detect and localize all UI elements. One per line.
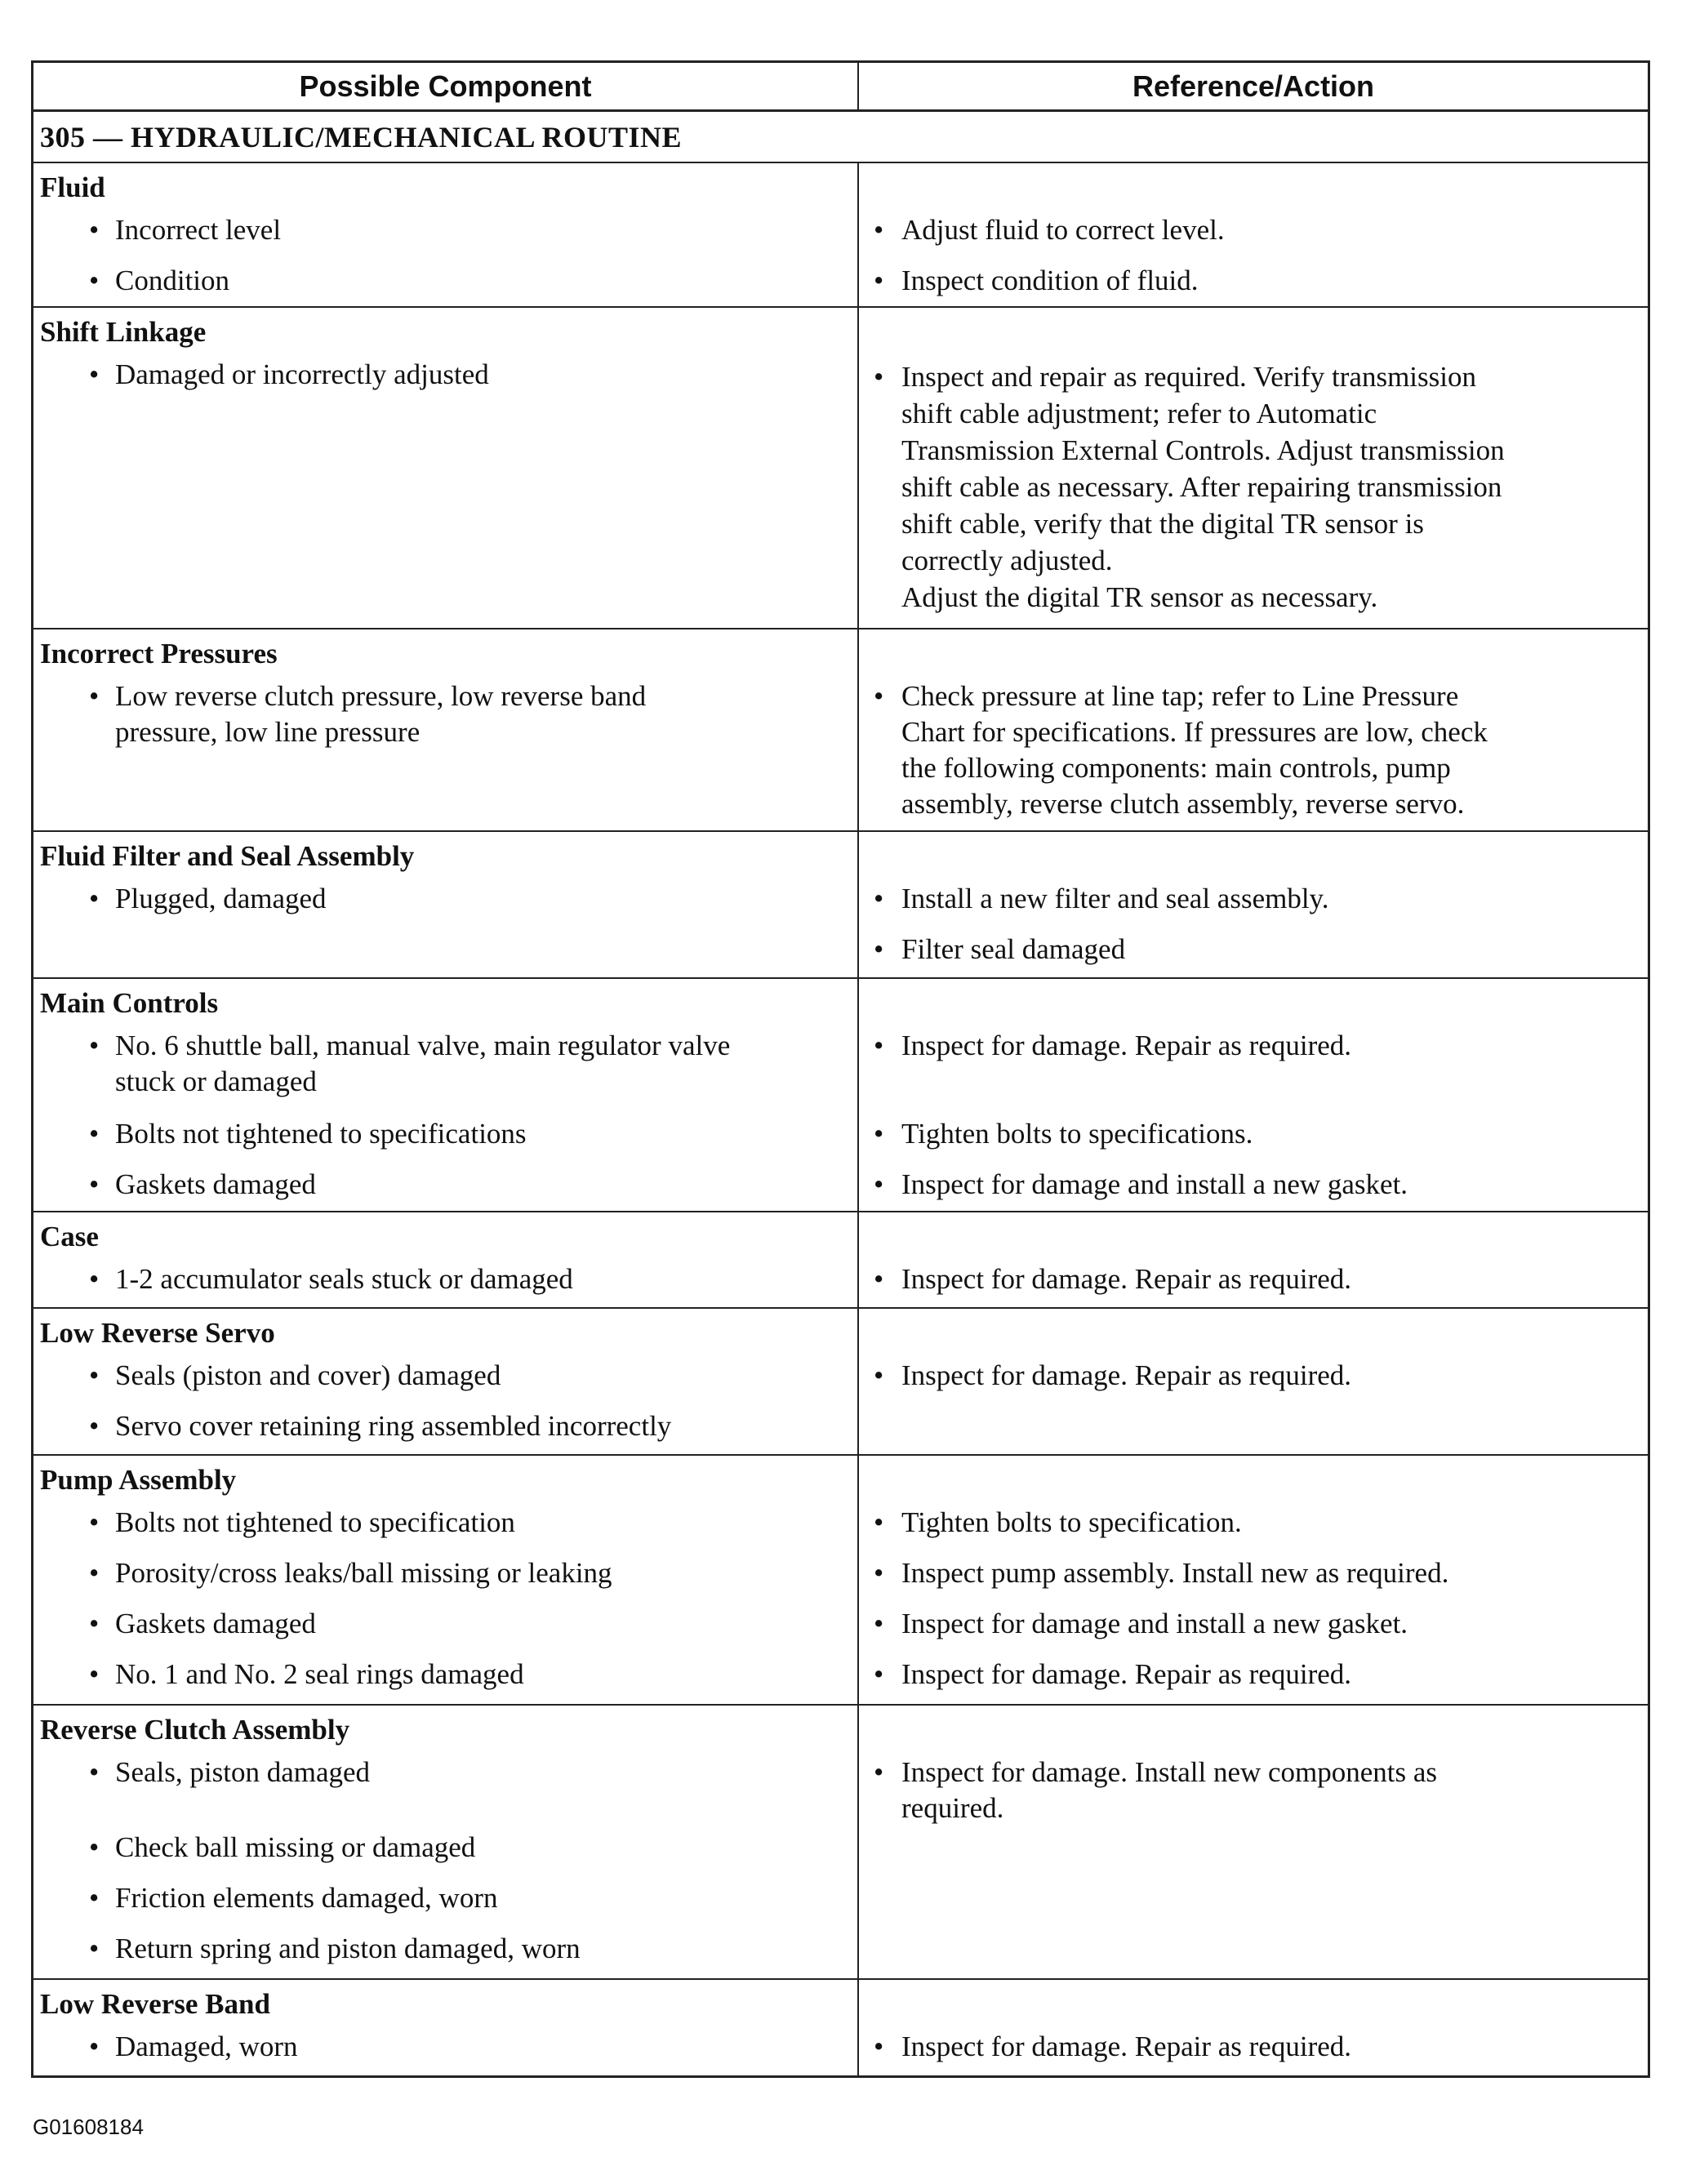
- header-possible-component: Possible Component: [33, 63, 859, 109]
- bullet-icon: •: [874, 1263, 884, 1295]
- action-item: Inspect for damage. Repair as required.: [901, 1030, 1352, 1061]
- group-low-reverse-band: [33, 1980, 1648, 2075]
- bullet-icon: •: [89, 358, 100, 390]
- group-incorrect-pressures: [33, 629, 1648, 832]
- bullet-icon: •: [89, 1506, 100, 1538]
- bullet-icon: •: [874, 933, 884, 965]
- component-item: Seals, piston damaged: [115, 1756, 371, 1788]
- action-item: Tighten bolts to specification.: [901, 1506, 1242, 1538]
- component-item: Incorrect level: [115, 214, 282, 246]
- action-line: Check pressure at line tap; refer to Line Pressure: [901, 680, 1459, 712]
- component-item: Friction elements damaged, worn: [115, 1882, 498, 1914]
- action-item: Inspect for damage and install a new gasket.: [901, 1168, 1408, 1200]
- bullet-icon: •: [874, 1608, 884, 1639]
- group-title: Case: [40, 1221, 99, 1252]
- action-item: Inspect for damage. Repair as required.: [901, 1263, 1352, 1295]
- action-item: Inspect for damage. Repair as required.: [901, 2031, 1352, 2062]
- bullet-icon: •: [89, 1168, 100, 1200]
- action-line: shift cable adjustment; refer to Automatic: [901, 398, 1377, 429]
- bullet-icon: •: [874, 361, 884, 393]
- component-item: Porosity/cross leaks/ball missing or leaking: [115, 1557, 612, 1589]
- bullet-icon: •: [89, 1359, 100, 1391]
- component-line: Low reverse clutch pressure, low reverse band: [115, 680, 647, 712]
- bullet-icon: •: [89, 1030, 100, 1061]
- bullet-icon: •: [89, 1118, 100, 1150]
- bullet-icon: •: [89, 214, 100, 246]
- bullet-icon: •: [874, 214, 884, 246]
- component-line: No. 6 shuttle ball, manual valve, main regulator valve: [115, 1030, 731, 1061]
- bullet-icon: •: [874, 680, 884, 712]
- component-line: pressure, low line pressure: [115, 716, 420, 748]
- bullet-icon: •: [874, 1557, 884, 1589]
- group-title: Pump Assembly: [40, 1464, 237, 1496]
- group-case: [33, 1212, 1648, 1309]
- action-line: Transmission External Controls. Adjust transmission: [901, 434, 1505, 466]
- group-title: Low Reverse Servo: [40, 1317, 275, 1349]
- group-title: Main Controls: [40, 987, 219, 1019]
- action-line: Adjust the digital TR sensor as necessary.: [901, 581, 1378, 613]
- action-item: Adjust fluid to correct level.: [901, 214, 1225, 246]
- component-item: Gaskets damaged: [115, 1168, 316, 1200]
- action-item: Filter seal damaged: [901, 933, 1126, 965]
- action-item: Inspect for damage. Repair as required.: [901, 1658, 1352, 1690]
- component-item: Damaged or incorrectly adjusted: [115, 358, 489, 390]
- group-fluid-filter: [33, 832, 1648, 979]
- bullet-icon: •: [874, 1756, 884, 1788]
- action-item: Tighten bolts to specifications.: [901, 1118, 1253, 1150]
- group-title: Low Reverse Band: [40, 1988, 270, 2020]
- diagnosis-table: [31, 60, 1650, 2078]
- bullet-icon: •: [89, 1658, 100, 1690]
- action-line: correctly adjusted.: [901, 545, 1113, 576]
- group-reverse-clutch: [33, 1706, 1648, 1980]
- bullet-icon: •: [89, 1410, 100, 1442]
- bullet-icon: •: [874, 883, 884, 914]
- component-item: Plugged, damaged: [115, 883, 327, 914]
- group-title: Fluid: [40, 171, 105, 203]
- group-title: Shift Linkage: [40, 316, 207, 348]
- bullet-icon: •: [89, 1608, 100, 1639]
- bullet-icon: •: [89, 265, 100, 296]
- action-item: Install a new filter and seal assembly.: [901, 883, 1329, 914]
- bullet-icon: •: [89, 680, 100, 712]
- group-pump-assembly: [33, 1456, 1648, 1706]
- group-shift-linkage: [33, 308, 1648, 629]
- bullet-icon: •: [89, 1933, 100, 1964]
- component-item: Bolts not tightened to specifications: [115, 1118, 527, 1150]
- bullet-icon: •: [874, 2031, 884, 2062]
- bullet-icon: •: [874, 1118, 884, 1150]
- bullet-icon: •: [89, 1882, 100, 1914]
- bullet-icon: •: [874, 1030, 884, 1061]
- component-item: Servo cover retaining ring assembled incorrectly: [115, 1410, 672, 1442]
- section-title: 305 — HYDRAULIC/MECHANICAL ROUTINE: [33, 112, 1648, 163]
- bullet-icon: •: [874, 1359, 884, 1391]
- component-item: Return spring and piston damaged, worn: [115, 1933, 581, 1964]
- component-item: Check ball missing or damaged: [115, 1831, 476, 1863]
- action-line: Inspect for damage. Install new components as: [901, 1756, 1438, 1788]
- action-line: Inspect and repair as required. Verify transmission: [901, 361, 1476, 393]
- group-main-controls: [33, 979, 1648, 1212]
- component-item: 1-2 accumulator seals stuck or damaged: [115, 1263, 573, 1295]
- action-line: assembly, reverse clutch assembly, reverse servo.: [901, 788, 1465, 820]
- action-line: required.: [901, 1792, 1004, 1824]
- bullet-icon: •: [874, 1658, 884, 1690]
- header-reference-action: Reference/Action: [1132, 69, 1375, 103]
- action-item: Inspect for damage. Repair as required.: [901, 1359, 1352, 1391]
- bullet-icon: •: [874, 1506, 884, 1538]
- bullet-icon: •: [89, 1831, 100, 1863]
- group-low-reverse-servo: [33, 1309, 1648, 1456]
- action-item: Inspect condition of fluid.: [901, 265, 1199, 296]
- group-title: Fluid Filter and Seal Assembly: [40, 840, 415, 872]
- group-title: Reverse Clutch Assembly: [40, 1714, 350, 1746]
- group-fluid: [33, 163, 1648, 308]
- bullet-icon: •: [89, 1557, 100, 1589]
- component-item: Condition: [115, 265, 230, 296]
- table-header: [33, 63, 1648, 112]
- bullet-icon: •: [89, 2031, 100, 2062]
- bullet-icon: •: [89, 883, 100, 914]
- group-title: Incorrect Pressures: [40, 638, 278, 669]
- component-item: Bolts not tightened to specification: [115, 1506, 515, 1538]
- action-line: shift cable as necessary. After repairing transmission: [901, 471, 1502, 503]
- bullet-icon: •: [874, 1168, 884, 1200]
- action-item: Inspect for damage and install a new gasket.: [901, 1608, 1408, 1639]
- action-line: shift cable, verify that the digital TR sensor is: [901, 508, 1424, 540]
- action-line: the following components: main controls, pump: [901, 752, 1451, 784]
- component-line: stuck or damaged: [115, 1065, 317, 1097]
- component-item: No. 1 and No. 2 seal rings damaged: [115, 1658, 524, 1690]
- bullet-icon: •: [89, 1263, 100, 1295]
- action-item: Inspect pump assembly. Install new as required.: [901, 1557, 1449, 1589]
- figure-code: G01608184: [33, 2115, 144, 2139]
- action-line: Chart for specifications. If pressures are low, check: [901, 716, 1488, 748]
- bullet-icon: •: [874, 265, 884, 296]
- bullet-icon: •: [89, 1756, 100, 1788]
- component-item: Seals (piston and cover) damaged: [115, 1359, 501, 1391]
- component-item: Damaged, worn: [115, 2031, 298, 2062]
- component-item: Gaskets damaged: [115, 1608, 316, 1639]
